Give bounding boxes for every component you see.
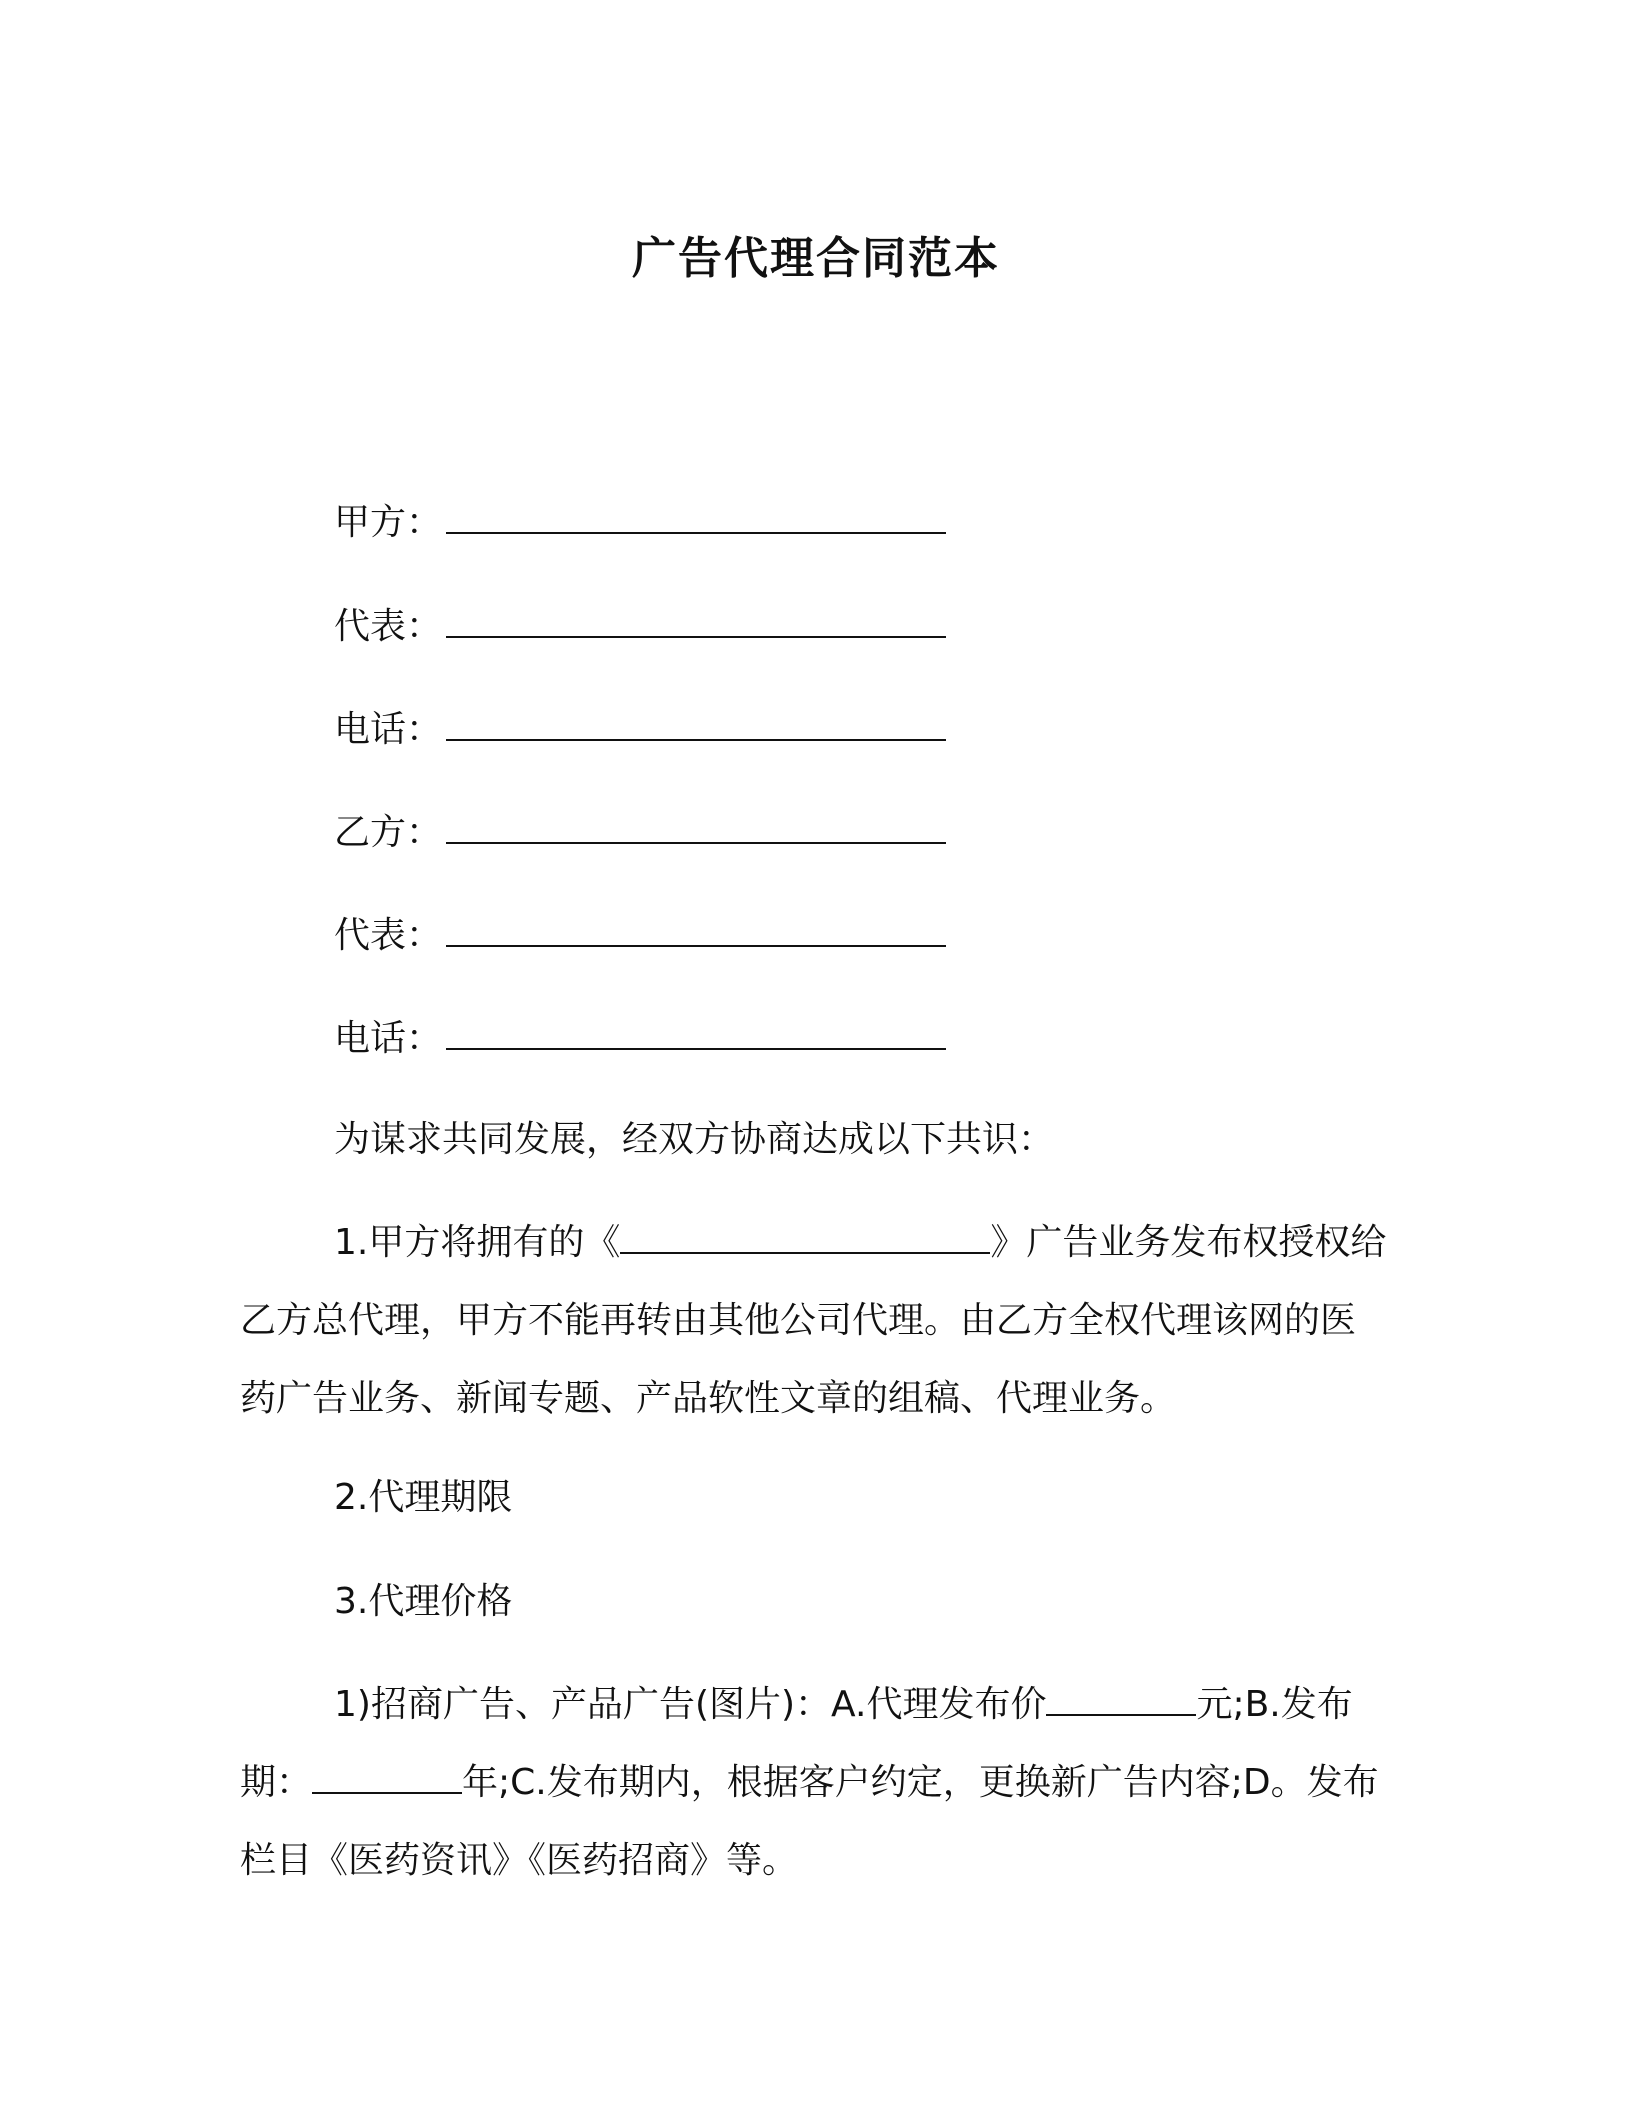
party-a-line <box>334 496 946 547</box>
party-a-blank[interactable] <box>446 496 946 534</box>
clause-3-1-period-blank[interactable] <box>312 1758 462 1794</box>
clause-1-suffix: 》广告业务发布权授权给乙方总代理，甲方不能再转由其他公司代理。由乙方全权代理该网的医药广告业务、新闻专题、产品软性文章的组稿、代理业务。 <box>240 1222 1387 1419</box>
clause-3-1-price-blank[interactable] <box>1046 1680 1196 1716</box>
clause-1-prefix: 1.甲方将拥有的《 <box>334 1222 621 1263</box>
party-b-label: 乙方： <box>334 812 443 853</box>
party-b-representative-label: 代表： <box>334 915 443 956</box>
clause-3-1-part3: 年;C.发布期内，根据客户约定，更换新广告内容;D。发布栏目《医药资讯》《医药招商》等。 <box>240 1762 1379 1881</box>
party-a-phone-label: 电话： <box>334 709 443 750</box>
party-a-phone-blank[interactable] <box>446 703 946 741</box>
clause-1-blank[interactable] <box>620 1218 990 1254</box>
clause-3-1-paragraph <box>240 1666 1390 1900</box>
document-title: 广告代理合同范本 <box>632 233 1000 284</box>
party-b-representative-blank[interactable] <box>446 909 946 947</box>
party-a-label: 甲方： <box>334 502 443 543</box>
clause-3-1-part1: 1)招商广告、产品广告(图片)：A.代理发布价 <box>334 1684 1047 1725</box>
clause-3-1-part2: 元;B.发布期： <box>240 1684 1353 1803</box>
clause-3-heading: 3.代理价格 <box>334 1581 513 1622</box>
party-a-representative-blank[interactable] <box>446 600 946 638</box>
party-b-phone-label: 电话： <box>334 1018 443 1059</box>
party-b-phone-line <box>334 1012 946 1063</box>
party-a-representative-label: 代表： <box>334 606 443 647</box>
party-b-representative-line <box>334 909 946 960</box>
intro-paragraph: 为谋求共同发展，经双方协商达成以下共识： <box>334 1119 1055 1160</box>
clause-2-heading: 2.代理期限 <box>334 1477 513 1518</box>
party-b-blank[interactable] <box>446 806 946 844</box>
party-a-phone-line <box>334 703 946 754</box>
party-a-representative-line <box>334 600 946 651</box>
party-b-phone-blank[interactable] <box>446 1012 946 1050</box>
party-b-line <box>334 806 946 857</box>
clause-1-paragraph <box>240 1204 1390 1438</box>
